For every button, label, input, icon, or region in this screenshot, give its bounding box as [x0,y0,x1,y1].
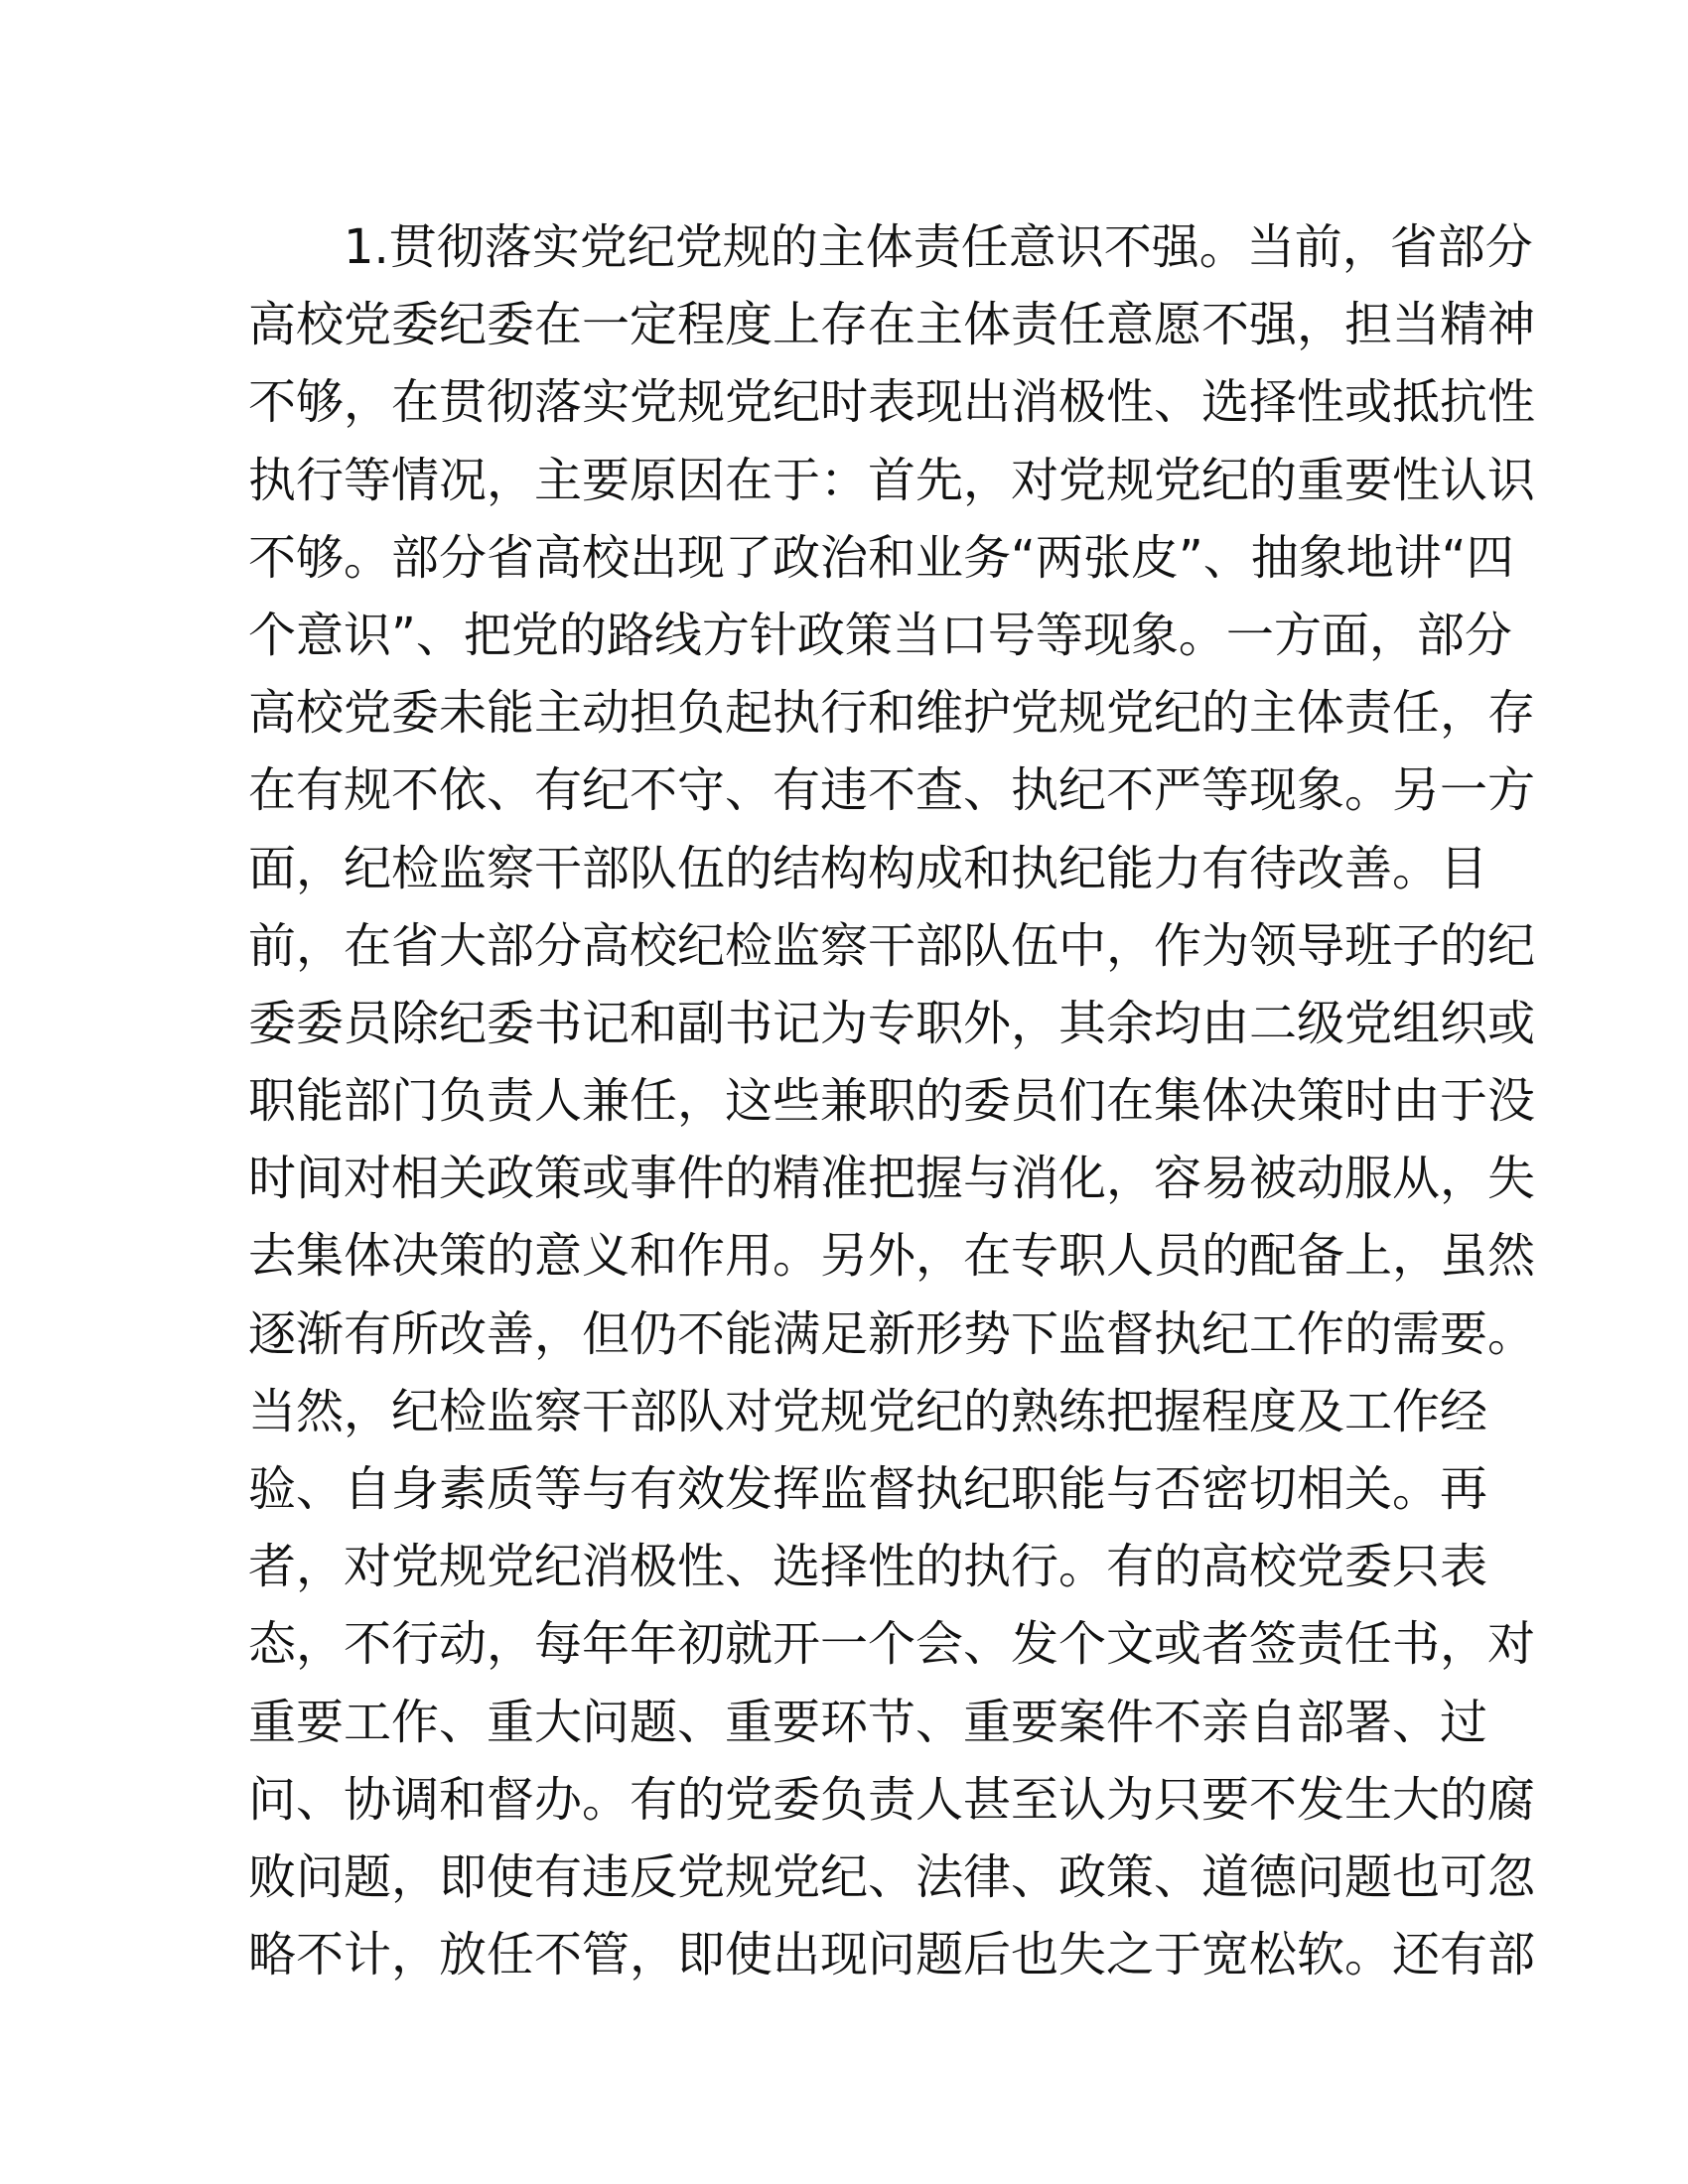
paragraph-line-20: 重要工作、重大问题、重要环节、重要案件不亲自部署、过 [248,1694,1488,1750]
paragraph-line-18: 者，对党规党纪消极性、选择性的执行。有的高校党委只表 [248,1539,1488,1595]
paragraph-line-22: 败问题，即使有违反党规党纪、法律、政策、道德问题也可忽 [248,1848,1536,1905]
paragraph-line-12: 职能部门负责人兼任，这些兼职的委员们在集体决策时由于没 [248,1073,1536,1130]
paragraph-line-11: 委委员除纪委书记和副书记为专职外，其余均由二级党组织或 [248,995,1536,1051]
paragraph-line-14: 去集体决策的意义和作用。另外，在专职人员的配备上，虽然 [248,1228,1536,1285]
paragraph-line-4: 执行等情况，主要原因在于：首先，对党规党纪的重要性认识 [248,452,1536,508]
body-paragraph [248,208,1536,1993]
paragraph-line-21: 问、协调和督办。有的党委负责人甚至认为只要不发生大的腐 [248,1771,1536,1828]
paragraph-line-8: 在有规不依、有纪不守、有违不查、执纪不严等现象。另一方 [248,762,1536,819]
paragraph-line-23: 略不计，放任不管，即使出现问题后也失之于宽松软。还有部 [248,1927,1536,1983]
paragraph-line-7: 高校党委未能主动担负起执行和维护党规党纪的主体责任，存 [248,685,1536,742]
paragraph-line-5: 不够。部分省高校出现了政治和业务“两张皮”、抽象地讲“四 [248,529,1514,586]
paragraph-line-16: 当然，纪检监察干部队对党规党纪的熟练把握程度及工作经 [248,1383,1488,1439]
paragraph-line-6: 个意识”、把党的路线方针政策当口号等现象。一方面，部分 [248,607,1512,663]
paragraph-line-15: 逐渐有所改善，但仍不能满足新形势下监督执纪工作的需要。 [248,1305,1536,1362]
paragraph-line-17: 验、自身素质等与有效发挥监督执纪职能与否密切相关。再 [248,1461,1488,1517]
paragraph-line-3: 不够，在贯彻落实党规党纪时表现出消极性、选择性或抵抗性 [248,374,1536,431]
paragraph-line-19: 态，不行动，每年年初就开一个会、发个文或者签责任书，对 [248,1616,1536,1673]
paragraph-line-2: 高校党委纪委在一定程度上存在主体责任意愿不强，担当精神 [248,297,1536,353]
paragraph-line-9: 面，纪检监察干部队伍的结构构成和执纪能力有待改善。目 [248,840,1488,896]
paragraph-line-10: 前，在省大部分高校纪检监察干部队伍中，作为领导班子的纪 [248,917,1536,974]
paragraph-line-13: 时间对相关政策或事件的精准把握与消化，容易被动服从，失 [248,1151,1536,1207]
paragraph-line-1: 1.贯彻落实党纪党规的主体责任意识不强。当前，省部分 [344,219,1533,275]
